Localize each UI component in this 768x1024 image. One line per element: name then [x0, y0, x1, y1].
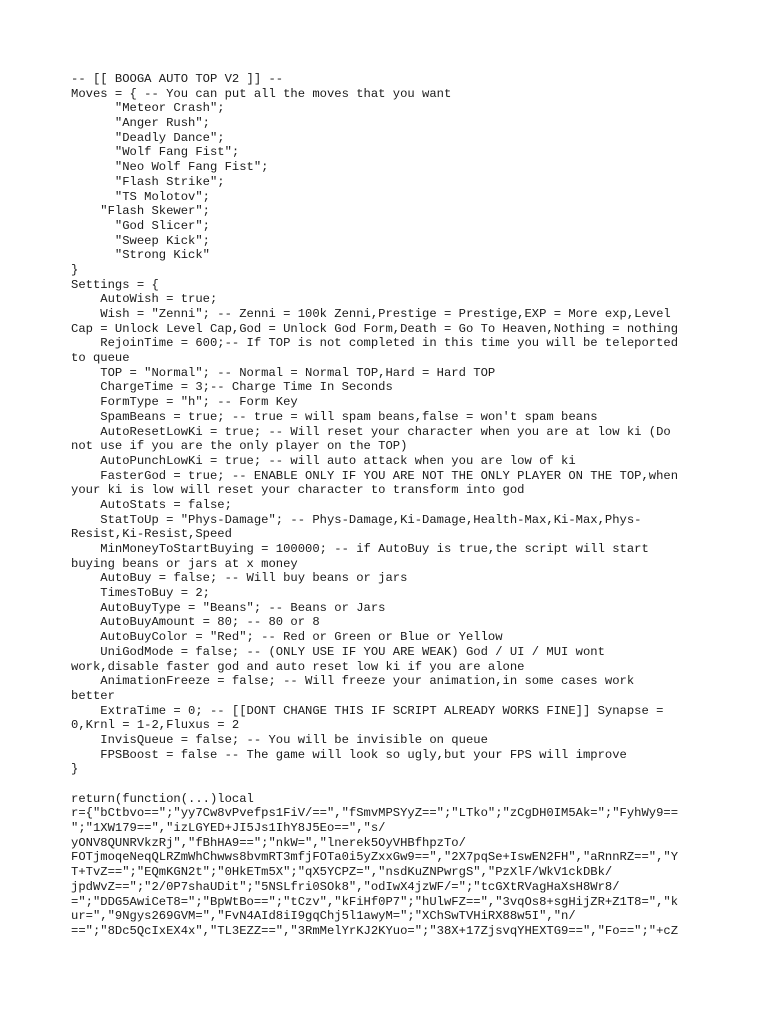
code-line: InvisQueue = false; -- You will be invisible on queue — [71, 732, 488, 747]
code-line: "TS Molotov"; — [71, 189, 210, 204]
code-line: yONV8QUNRVkzRj","fBhHA9==";"nkW=","lnerek5OyVHBfhpzTo/ — [71, 835, 466, 850]
code-line: RejoinTime = 600;-- If TOP is not completed in this time you will be teleported — [71, 336, 679, 351]
code-line: Settings = { — [71, 277, 159, 292]
code-line: "Deadly Dance"; — [71, 130, 225, 145]
code-line: buying beans or jars at x money — [71, 556, 298, 571]
code-line: } — [71, 762, 79, 777]
code-line: FormType = "h"; -- Form Key — [71, 395, 298, 410]
code-line: AutoBuyType = "Beans"; -- Beans or Jars — [71, 600, 386, 615]
code-line: "Sweep Kick"; — [71, 233, 210, 248]
code-line: ";"1XW179==","izLGYED+JI5Js1IhY8J5Eo==","s/ — [71, 821, 386, 836]
code-line: AutoBuy = false; -- Will buy beans or jars — [71, 571, 408, 586]
code-line: =";"DDG5AwiCeT8=";"BpWtBo==";"tCzv","kFiHf0P7";"hUlwFZ==","3vqOs8+sgHijZR+Z1T8=","k — [71, 894, 679, 909]
code-line: "Flash Strike"; — [71, 174, 225, 189]
code-line: "Anger Rush"; — [71, 116, 210, 131]
code-line: TimesToBuy = 2; — [71, 586, 210, 601]
code-line: work,disable faster god and auto reset low ki if you are alone — [71, 659, 525, 674]
code-line: to queue — [71, 351, 130, 366]
code-line: "Strong Kick" — [71, 248, 210, 263]
code-line: AnimationFreeze = false; -- Will freeze your animation,in some cases work — [71, 674, 635, 689]
code-line: "Meteor Crash"; — [71, 101, 225, 116]
code-line: "Wolf Fang Fist"; — [71, 145, 240, 160]
code-line: Resist,Ki-Resist,Speed — [71, 527, 232, 542]
code-line: ur=","9Ngys269GVM=","FvN4AId8iI9gqChj5l1awyM=";"XChSwTVHiRX88w5I","n/ — [71, 909, 576, 924]
code-line: AutoStats = false; — [71, 497, 232, 512]
code-line: Wish = "Zenni"; -- Zenni = 100k Zenni,Prestige = Prestige,EXP = More exp,Level — [71, 307, 671, 321]
code-line: your ki is low will reset your character to transform into god — [71, 483, 525, 498]
code-line: AutoWish = true; — [71, 292, 218, 307]
code-line: "God Slicer"; — [71, 218, 210, 233]
code-line: StatToUp = "Phys-Damage"; -- Phys-Damage,Ki-Damage,Health-Max,Ki-Max,Phys- — [71, 512, 642, 527]
code-line: ==";"8Dc5QcIxEX4x","TL3EZZ==","3RmMelYrKJ2KYuo=";"38X+17ZjsvqYHEXTG9==","Fo==";"+cZ — [71, 923, 679, 938]
code-line: AutoResetLowKi = true; -- Will reset your character when you are at low ki (Do — [71, 424, 671, 439]
code-line: AutoBuyAmount = 80; -- 80 or 8 — [71, 615, 320, 630]
code-line: FPSBoost = false -- The game will look so ugly,but your FPS will improve — [71, 747, 627, 762]
code-line: "Neo Wolf Fang Fist"; — [71, 160, 269, 175]
code-line: return(function(...)local — [71, 791, 254, 806]
code-line: r={"bCtbvo==";"yy7Cw8vPvefps1FiV/==","fSmvMPSYyZ==";"LTko";"zCgDH0IM5Ak=";"FyhWy9== — [71, 806, 679, 821]
code-line: "Flash Skewer"; — [71, 204, 210, 219]
code-line: FasterGod = true; -- ENABLE ONLY IF YOU ARE NOT THE ONLY PLAYER ON THE TOP,when — [71, 468, 679, 483]
code-line: AutoBuyColor = "Red"; -- Red or Green or Blue or Yellow — [71, 630, 503, 645]
code-line: Cap = Unlock Level Cap,God = Unlock God Form,Death = Go To Heaven,Nothing = nothing — [71, 321, 679, 336]
code-line: SpamBeans = true; -- true = will spam beans,false = won't spam beans — [71, 409, 598, 424]
code-line: better — [71, 688, 115, 703]
code-line: Moves = { -- You can put all the moves that you want — [71, 86, 452, 101]
code-line: not use if you are the only player on the TOP) — [71, 439, 408, 454]
script-code-block — [71, 72, 699, 939]
code-line: jpdWvZ==";"2/0P7shaUDit";"5NSLfri0SOk8","odIwX4jzWF/=";"tcGXtRVagHaXsH8Wr8/ — [71, 879, 620, 894]
code-line: -- [[ BOOGA AUTO TOP V2 ]] -- — [71, 72, 284, 86]
code-line: 0,Krnl = 1-2,Fluxus = 2 — [71, 718, 240, 733]
code-line: UniGodMode = false; -- (ONLY USE IF YOU ARE WEAK) God / UI / MUI wont — [71, 644, 605, 659]
code-line: AutoPunchLowKi = true; -- will auto attack when you are low of ki — [71, 453, 576, 468]
code-line: T+TvZ==";"EQmKGN2t";"0HkETm5X";"qX5YCPZ=","nsdKuZNPwrgS","PzXlF/WkV1ckDBk/ — [71, 865, 613, 880]
code-line: FOTjmoqeNeqQLRZmWhChwws8bvmRT3mfjFOTa0i5yZxxGw9==","2X7pqSe+IswEN2FH","aRnnRZ==","Y — [71, 850, 679, 865]
code-line: } — [71, 262, 79, 277]
code-line — [71, 777, 699, 792]
code-line: ExtraTime = 0; -- [[DONT CHANGE THIS IF SCRIPT ALREADY WORKS FINE]] Synapse = — [71, 703, 664, 718]
code-line: MinMoneyToStartBuying = 100000; -- if AutoBuy is true,the script will start — [71, 542, 649, 556]
code-line: ChargeTime = 3;-- Charge Time In Seconds — [71, 380, 393, 395]
code-line: TOP = "Normal"; -- Normal = Normal TOP,Hard = Hard TOP — [71, 365, 496, 380]
